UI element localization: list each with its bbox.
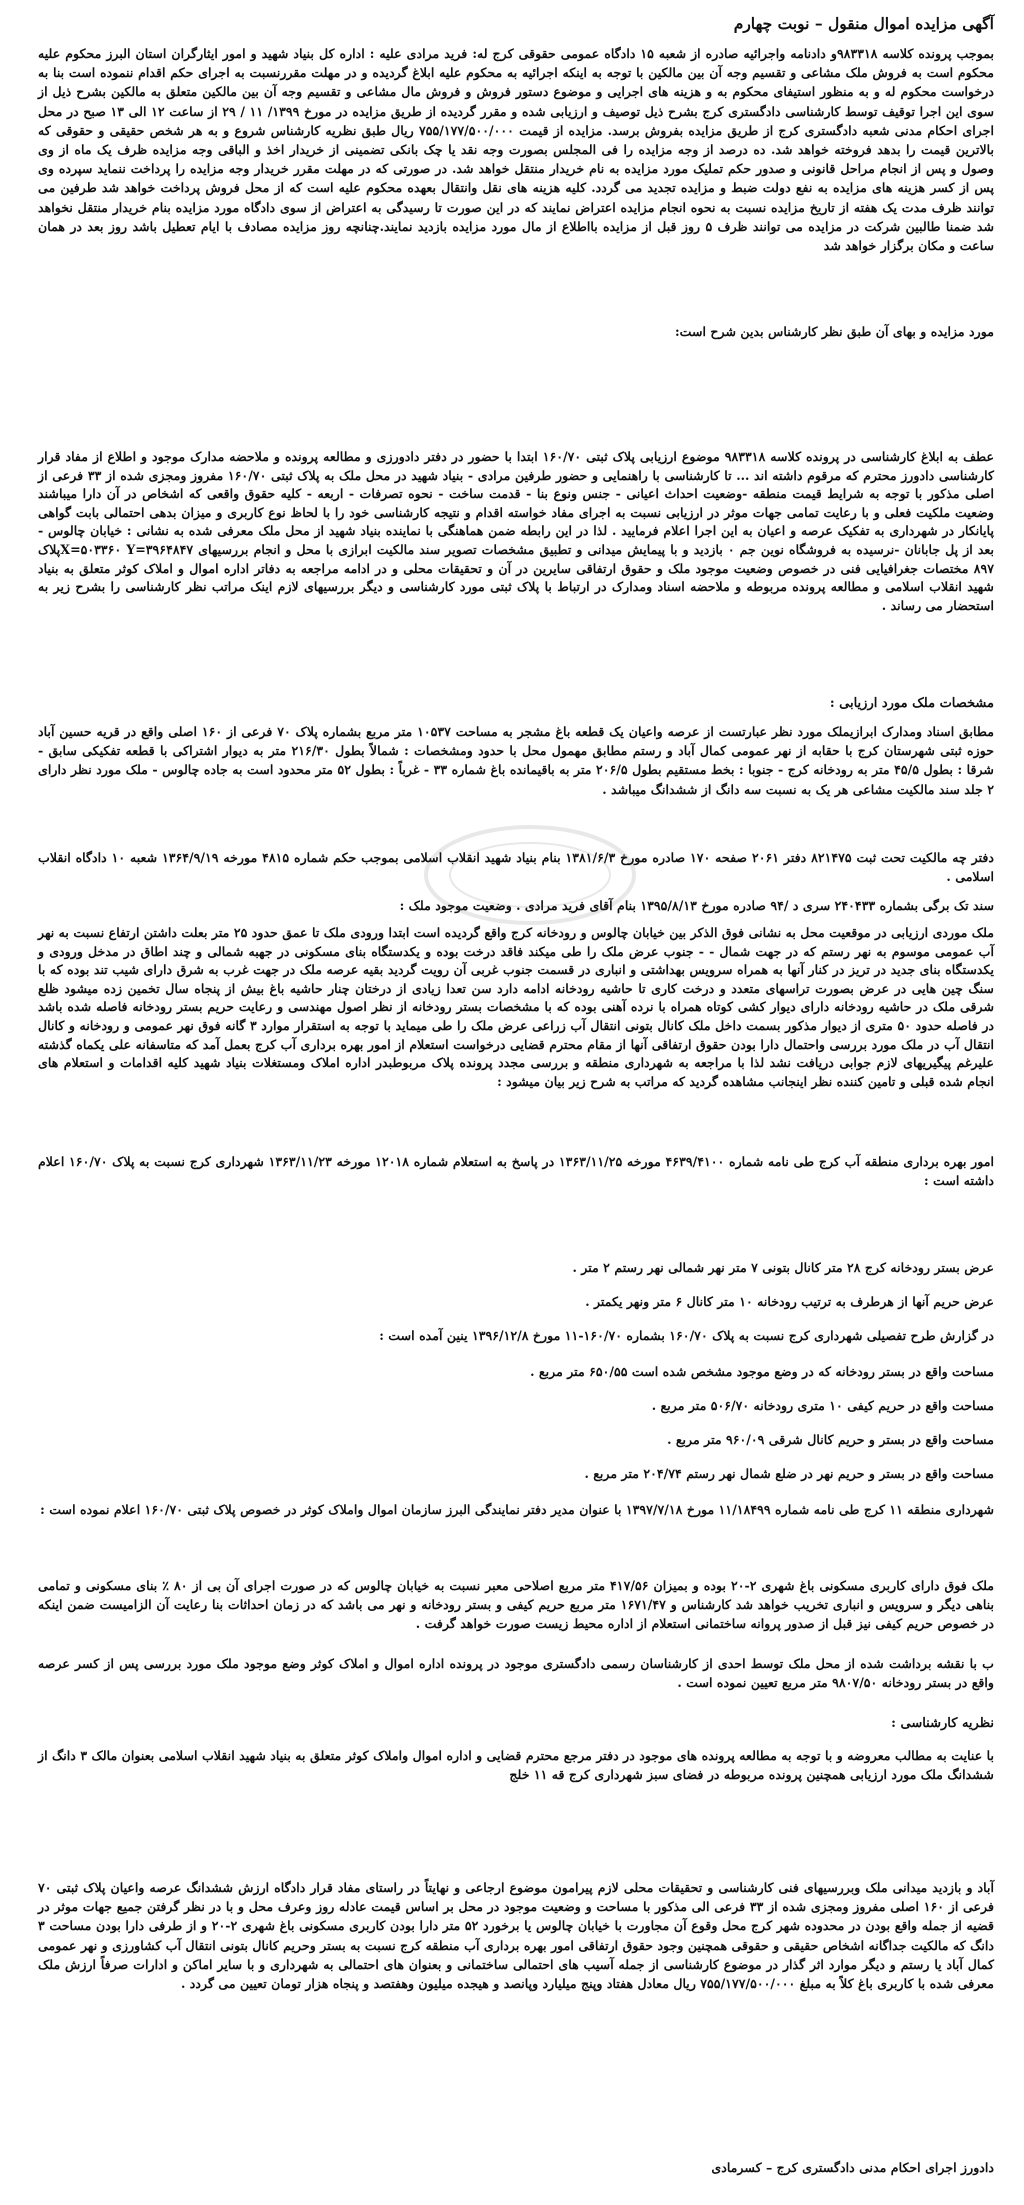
list-item: مساحت واقع در حریم کیفی ۱۰ متری رودخانه ۵۰۶/۷۰ متر مربع . — [651, 1398, 994, 1413]
list-item: عرض حریم آنها از هرطرف به ترتیب رودخانه ۱۰ متر کانال ۶ متر ونهر یکمتر . — [585, 1294, 994, 1309]
list-item: مساحت واقع در بستر رودخانه که در وضع موجود مشخص شده است ۶۵۰/۵۵ متر مربع . — [530, 1364, 994, 1379]
deed-paragraph: دفتر چه مالکیت تحت ثبت ۸۲۱۴۷۵ دفتر ۲۰۶۱ صفحه ۱۷۰ صادره مورخ ۱۳۸۱/۶/۳ بنام بنیاد شهید انقلاب اسلامی بموجب حکم شماره ۴۸۱۵ مورخه ۱۳۶۴/۹/۱۹ شعبه ۱۰ دادگاه انقلاب اسلامی . — [38, 850, 995, 885]
watermark-stamp — [420, 820, 640, 930]
list-item: عرض بستر رودخانه کرج ۲۸ متر کانال بتونی ۷ متر نهر شمالی نهر رستم ۲ متر . — [572, 1260, 994, 1275]
expert-opinion-heading: نظریه کارشناسی : — [891, 1716, 994, 1731]
intro-tail: مورد مزایده و بهای آن طبق نظر کارشناس بدین شرح است: — [674, 324, 994, 339]
list-item: مساحت واقع در بستر و حریم نهر در ضلع شمال نهر رستم ۲۰۴/۷۴ متر مربع . — [584, 1466, 994, 1481]
expert-opinion-paragraph: با عنایت به مطالب معروضه و با توجه به مطالعه پرونده های موجود در دفتر مرجع محترم قضایی و اداره اموال واملاک کوثر متعلق به بنیاد شهید انقلاب اسلامی بعنوان مالک ۳ دانگ از ششدانگ ملک مورد ارزیابی همچنین پرونده مربوطه در فضای سبز شهرداری کرج قه ۱۱ خلج — [38, 1748, 994, 1783]
property-spec-paragraph: مطابق اسناد ومدارک ابرازیملک مورد نظر عبارتست از عرصه واعیان یک قطعه باغ مشجر به مساحت ۱۰۵۳۷ متر مربع بشماره پلاک ۷۰ فرعی از ۱۶۰ اصلی واقع در قریه حسین آباد حوزه ثبتی شهرستان کرج با حقابه از نهر عمومی کمال آباد و رستم مطابق مهمول محل با حدود ومشخصات : شمالاً بطول ۲۱۶/۳۰ متر به دیوار اشتراکی با قطعه تفکیکی سابق - شرقا : بطول ۴۵/۵ متر به رودخانه کرج - جنوبا : بخط مستقیم بطول ۲۰۶/۵ متر به باقیمانده باغ شماره ۳۳ - غرباً : بطول ۵۲ متر محدود است به جاده چالوس - ملک مورد نظر دارای ۲ جلد سند مالکیت مشاعی هر یک به نسبت سه دانگ از ششدانگ میباشد . — [38, 724, 995, 797]
expert-assignment-paragraph: عطف به ابلاغ کارشناسی در پرونده کلاسه ۹۸۳۳۱۸ موضوع ارزیابی پلاک ثبتی ۱۶۰/۷۰ ابتدا با حضور در دفتر دادورزی و مطالعه پرونده و ملاحضه مدارک موجود و اطلاع از مفاد قرار کارشناسی دادورز محترم که مرقوم داشته اند ... تا کارشناسی با راهنمایی و حضور طرفین مرادی - بنیاد شهید در محل ملک به پلاک ثبتی ۱۶۰/۷۰ مفروز ومجزی شده از ۳۳ فرعی از اصلی مذکور با توجه به شرایط قیمت منطقه -وضعیت احداث اعیانی - جنس ونوع بنا - قدمت ساخت - نحوه تصرفات - اربعه - کلیه حقوق واقعی که اشخاص در آن دارا میباشند وضعیت ملکیت فعلی و با رعایت تمامی جهات موثر در ارزیابی نسبت به اجرای مفاد خواسته اقدام و نتیجه کارشناسی خود را با لحاظ نوع کاربری و میزان بدهی احتمالی بابت گواهی پایانکار در شهرداری به تفکیک عرصه و اعیان به این اجرا اعلام فرمایید . لذا در این رابطه ضمن هماهنگی با نماینده بنیاد شهید از محل ملک معرفی شده به نشانی : خیابان چالوس - بعد از پل جابانان -نرسیده به فروشگاه نوین جم ۰ بازدید و با پیمایش میدانی و تطبیق مشخصات تصویر سند مالکیت ابرازی با محل و انجام بررسیهای X=۵۰۳۳۶۰ Y=۳۹۶۴۸۴۷پلاک ۸۹۷ مختصات جغرافیایی فنی در خصوص وضعیت موجود ملک و حقوق ارتفاقی سایرین در آن و تحقیقات محلی و در ادامه مراجعه به دفاتر اداره اموال و املاک کوثر متعلق به بنیاد شهید انقلاب اسلامی و مطالعه پرونده مربوطه و ملاحضه اسناد ومدارک در ارتباط با پلاک ثبتی مورد کارشناسی و دیگر بررسیهای لازم اینک مراتب نظر کارشناسی را بشرح زیر به استحضار می رساند . — [38, 449, 995, 613]
intro-paragraph: بموجب پرونده کلاسه ۹۸۳۳۱۸و دادنامه واجرائیه صادره از شعبه ۱۵ دادگاه عمومی حقوقی کرج له: فرید مرادی علیه : اداره کل بنیاد شهید و امور ایثارگران استان البرز محکوم علیه محکوم است به فروش ملک مشاعی و تقسیم وجه آن بین مالکین با توجه به اینکه اجرائیه به محکوم علیه ابلاغ گردیده و در مهلت مقررنسبت به اجرای حکم اقدام ننموده است بنا به درخواست محکوم له و به منظور استیفای محکوم به و هزینه های اجرایی و موضوع دستور فروش و فروش مال مشاعی و تقسیم وجه آن بین مالکین متعلق به مالکین بشرح ذیل از سوی این اجرا توقیف توسط کارشناسی دادگستری کرج بشرح ذیل توصیف و ارزیابی شده و مقرر گردیده از طریق مزایده در مورخ ۱۳۹۹/ ۱۱ / ۲۹ از ساعت ۱۲ الی ۱۳ صبح در محل اجرای احکام مدنی شعبه دادگستری کرج از طریق مزایده بفروش برسد. مزایده از قیمت ۷۵۵/۱۷۷/۵۰۰/۰۰۰ ریال طبق نظریه کارشناس شروع و به هر شخص حقیقی و حقوقی که بالاترین قیمت را بدهد فروخته خواهد شد. ده درصد از وجه مزایده را فی المجلس بصورت وجه نقد یا چک بانکی تضمینی از خریدار اخذ و الباقی وجه مزایده ظرف یک ماه از وی وصول و پس از انجام مراحل قانونی و صدور حکم تملیک مورد مزایده به نام خریدار منتقل خواهد شد. در صورتی که در مهلت مقرر خریدار وجه مزایده را پرداخت ننماید سپرده وی پس از کسر هزینه های مزایده به نفع دولت ضبط و مزایده تجدید می گردد. کلیه هزینه های نقل وانتقال بعهده محکوم علیه است که از محل فروش پرداخت خواهد شد طرفین می توانند ظرف مدت یک هفته از تاریخ مزایده نسبت به نحوه انجام مزایده اعتراض نمایند که در این صورت تا رسیدگی به اعتراض از سوی دادگاه مورد مزایده بنام خریدار منتقل نخواهد شد ضمنا طالبین شرکت در مزایده می توانند ظرف ۵ روز قبل از مزایده بااطلاع از مال مورد مزایده بازدید نمایند.چنانچه روز مزایده مصادف با ایام تعطیل باشد روز بعد در همان ساعت و مکان برگزار خواهد شد — [38, 46, 995, 254]
notice-title: آگهی مزایده اموال منقول – نوبت چهارم — [733, 14, 994, 33]
current-status-paragraph: ملک موردی ارزیابی در موقعیت محل به نشانی فوق الذکر بین خیابان چالوس و رودخانه کرج واقع گردیده است ابتدا ورودی ملک تا عمق حدود ۲۵ متر بعلت داشتن ارتفاع نسبت به نهر آب عمومی موسوم به نهر رستم که در جهت شمال - - جنوب عرض ملک را طی میکند فاقد درخت بوده و یکدستگاه بنای مسکونی در جهبه شمالی و چند اطاق در مدخل ورودی و یکدستگاه بنای جدید در تریز در کنار آنها به همراه سرویس بهداشتی و انباری در قسمت جنوب غربی آن رویت گردید بقیه عرصه ملک در جهت غرب به شرق دارای شیب تند بوده که با سنگ چین هایی در عرض بصورت تراسهای متعدد و درخت کاری تا حاشیه رودخانه ادامه دارد سن تعدا زیادی از درختان چنار حاشیه باغ بیش از پنجاه سال تخمین زده میشود ظلع شرقی ملک در حاشیه رودخانه دارای دیوار کشی کوتاه همراه با نرده آهنی بوده که با مشخصات بستر رودخانه از نظر اصول مهندسی و رعایت حریم بستر رودخانه فاصله شده باشد در فاصله حدود ۵۰ متری از دیوار مذکور بسمت داخل ملک کانال بتونی انتقال آب زراعی عرض ملک را طی میماید با توجه به استقرار موارد ۳ گانه فوق نهر عمومی و رودخانه و کانال انتقال آب در ملک مورد بررسی واحتمال دارا بودن حقوق ارتفاقی آنها از مقام محترم قضایی درخواست استعلام از امور بهره برداری آب کرج بعمل آمد که متاسفانه علی یکماه گذشته علیرغم پیگیریهای لازم جوابی دریافت نشد لذا با مراجعه به شهرداری منطقه و بررسی مجدد پرونده پلاک مربوطبدر اداره املاک ومستغلات بنیاد شهید کلیه اقدامات و استعلام های انجام شده قبلی و تامین کننده نظر اینجانب مشاهده گردید که مراتب به شرح زیر بیان میشود : — [38, 925, 995, 1089]
single-deed-paragraph: سند تک برگی بشماره ۲۴۰۴۳۳ سری د /۹۴ صادره مورخ ۱۳۹۵/۸/۱۳ بنام آقای فرید مرادی . وضعیت موجود ملک : — [399, 898, 994, 913]
property-spec-heading: مشخصات ملک مورد ارزیابی : — [829, 696, 994, 711]
list-item: در گزارش طرح تفصیلی شهرداری کرج نسبت به پلاک ۱۶۰/۷۰ بشماره ۱۶۰/۷۰-۱۱ مورخ ۱۳۹۶/۱۲/۸ ینین آمده است : — [379, 1328, 994, 1343]
list-item: مساحت واقع در بستر و حریم کانال شرقی ۹۶۰/۰۹ متر مربع . — [667, 1432, 994, 1447]
municipality-paragraph: شهرداری منطقه ۱۱ کرج طی نامه شماره ۱۱/۱۸۴۹۹ مورخ ۱۳۹۷/۷/۱۸ با عنوان مدیر دفتر نمایندگی البرز سازمان اموال واملاک کوثر در خصوص پلاک ثبتی ۱۶۰/۷۰ اعلام نموده است : — [40, 1502, 994, 1517]
water-authority-paragraph: امور بهره برداری منطقه آب کرج طی نامه شماره ۴۶۳۹/۴۱۰۰ مورخه ۱۳۶۳/۱۱/۲۵ در پاسخ به استعلام شماره ۱۲۰۱۸ مورخه ۱۳۶۳/۱۱/۲۳ شهرداری کرج نسبت به پلاک ۱۶۰/۷۰ اعلام داشته است : — [38, 1154, 995, 1189]
signature-line: دادورز اجرای احکام مدنی دادگستری کرج – کسرمادی — [711, 2160, 994, 2175]
zoning-paragraph: ملک فوق دارای کاربری مسکونی باغ شهری ۲-۲۰ بوده و بمیزان ۴۱۷/۵۶ متر مربع اصلاحی معبر نسبت به خیابان چالوس که در صورت اجرای آن بی از ۸۰ ٪ بنای مسکونی و تمامی بناهی دیگر و سرویس و انباری تخریب خواهد شد کارشناس و ۱۶۷۱/۴۷ متر مربع حریم کیفی و بستر رودخانه و نهر می باشد که در زمان احداثات بنا رعایت آن الزامیست ضمن اینکه در خصوص حریم کیفی نیز قبل از صدور پروانه ساختمانی استعلام از اداره محیط زیست صورت خواهد گرفت . — [38, 1578, 994, 1632]
survey-map-paragraph: ب با نقشه برداشت شده از محل ملک توسط احدی از کارشناسان رسمی دادگستری موجود در پرونده اداره اموال و املاک کوثر وضع موجود ملک مورد بررسی پس از کسر عرصه واقع در بستر رودخانه ۹۸۰۷/۵۰ متر مربع تعیین نموده است . — [38, 1656, 994, 1691]
valuation-paragraph: آباد و بازدید میدانی ملک وبررسیهای فنی کارشناسی و تحقیقات محلی لازم پیرامون موضوع ارجاعی و نهایتاً در راستای مفاد قرار دادگاه ارزش ششدانگ عرصه واعیان پلاک ثبتی ۷۰ فرعی از ۱۶۰ اصلی مفروز ومجزی شده از ۳۳ فرعی الی مذکور با مساحت و وضعیت موجود در محل بر اساس قیمت عادله روز وعرف محل و با در نظر گرفتن جمیع جهات موثر در قضیه از جمله واقع بودن در محدوده شهر کرج محل وقوع آن مجاورت با خیابان چالوس یا برخورد ۵۲ متر دارا بودن کاربری مسکونی باغ شهری ۲-۲۰ و از طرفی دارا بودن مساحت ۳ دانگ که مالکیت جداگانه اشخاص حقیقی و حقوقی همچنین وجود حقوق ارتفاقی امور بهره برداری آب منطقه کرج نسبت به بستر وحریم کانال بتونی انتقال آب کشاورزی و نهر عمومی کمال آباد یا رستم و دیگر موارد اثر گذار در موضوع کارشناسی از جمله آسیب های احتمالی ساختمانی و بعنوان های احتمالی به شهرداری و با سایر اماکن و ادارات صرفاً ارزش ملک معرفی شده با کاربری باغ کلاً به مبلغ ۷۵۵/۱۷۷/۵۰۰/۰۰۰ ریال معادل هفتاد وپنج میلیارد وپانصد و هیجده میلیون وهفتصد و پنجاه هزار تومان تعیین می گردد . — [38, 1880, 994, 1992]
